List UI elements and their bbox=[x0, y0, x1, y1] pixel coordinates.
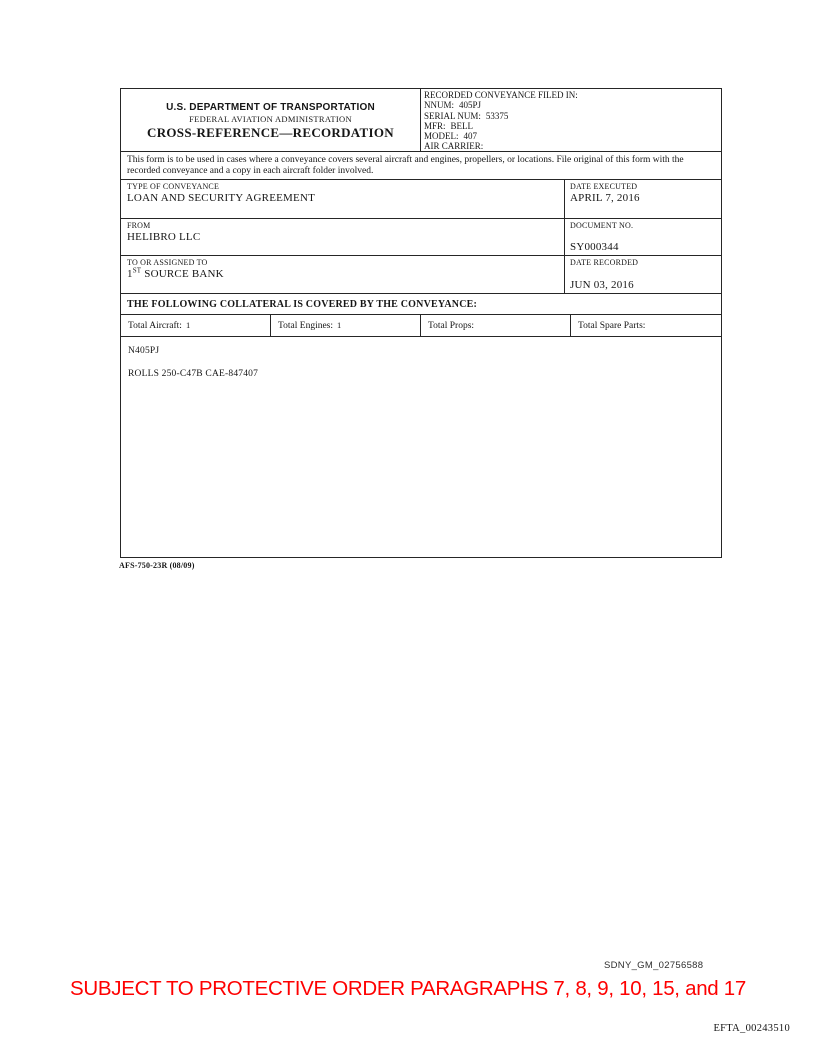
filed-in-model-label: MODEL: bbox=[424, 131, 459, 142]
filed-in-mfr bbox=[424, 121, 721, 131]
protective-order-stamp: SUBJECT TO PROTECTIVE ORDER PARAGRAPHS 7, 8, 9, 10, 15, and 17 bbox=[70, 977, 746, 1000]
agency-name: U.S. DEPARTMENT OF TRANSPORTATION bbox=[166, 102, 375, 113]
total-props-cell bbox=[421, 315, 571, 336]
total-aircraft-label: Total Aircraft: bbox=[128, 320, 182, 331]
filed-in-serial bbox=[424, 111, 721, 121]
row-to-or-assigned-to bbox=[121, 256, 721, 294]
bates-number-sdny: SDNY_GM_02756588 bbox=[604, 960, 704, 971]
date-recorded-cell bbox=[564, 256, 721, 293]
row-from bbox=[121, 219, 721, 256]
recorded-conveyance-filed-in-box bbox=[421, 89, 721, 151]
from-value: HELIBRO LLC bbox=[127, 231, 201, 243]
from-label: FROM bbox=[127, 221, 151, 230]
filed-in-nnum bbox=[424, 100, 721, 110]
document-no-cell bbox=[564, 219, 721, 255]
total-engines-cell bbox=[271, 315, 421, 336]
total-spare-parts-cell bbox=[571, 315, 721, 336]
to-value-rest: SOURCE BANK bbox=[144, 268, 224, 280]
filed-in-mfr-value: BELL bbox=[450, 120, 474, 131]
filed-in-serial-label: SERIAL NUM: bbox=[424, 110, 481, 121]
type-of-conveyance-value: LOAN AND SECURITY AGREEMENT bbox=[127, 192, 316, 204]
filed-in-model-value: 407 bbox=[463, 131, 477, 142]
to-or-assigned-value bbox=[127, 268, 564, 280]
form-header-row bbox=[121, 89, 721, 152]
total-aircraft-value: 1 bbox=[185, 319, 191, 330]
total-engines-label: Total Engines: bbox=[278, 320, 334, 331]
agency-subname: FEDERAL AVIATION ADMINISTRATION bbox=[189, 114, 352, 124]
row-type-of-conveyance bbox=[121, 180, 721, 219]
filed-in-model bbox=[424, 131, 721, 141]
date-recorded-label: DATE RECORDED bbox=[570, 258, 639, 267]
collateral-item-engine: ROLLS 250-C47B CAE-847407 bbox=[128, 369, 259, 379]
to-or-assigned-label: TO OR ASSIGNED TO bbox=[127, 258, 208, 267]
total-aircraft-cell bbox=[121, 315, 271, 336]
filed-in-nnum-value: 405PJ bbox=[459, 100, 482, 111]
document-no-label: DOCUMENT NO. bbox=[570, 221, 634, 230]
date-executed-label: DATE EXECUTED bbox=[570, 182, 638, 191]
collateral-item-registration: N405PJ bbox=[128, 346, 160, 356]
filed-in-air-carrier-label: AIR CARRIER: bbox=[424, 141, 484, 152]
filed-in-serial-value: 53375 bbox=[485, 110, 509, 121]
document-no-value: SY000344 bbox=[570, 241, 619, 253]
from-cell bbox=[121, 219, 564, 255]
agency-header bbox=[121, 89, 421, 151]
date-recorded-value: JUN 03, 2016 bbox=[570, 279, 634, 291]
collateral-body bbox=[121, 337, 721, 557]
form-number: AFS-750-23R (08/09) bbox=[119, 561, 195, 570]
date-executed-value: APRIL 7, 2016 bbox=[570, 192, 640, 204]
bates-number-efta: EFTA_00243510 bbox=[713, 1023, 790, 1034]
form-title: CROSS-REFERENCE—RECORDATION bbox=[147, 125, 394, 140]
total-engines-value: 1 bbox=[337, 319, 342, 330]
type-of-conveyance-cell bbox=[121, 180, 564, 218]
collateral-heading: THE FOLLOWING COLLATERAL IS COVERED BY THE CONVEYANCE: bbox=[121, 294, 721, 315]
to-value-base: 1 bbox=[127, 268, 133, 280]
filed-in-air-carrier bbox=[424, 141, 721, 151]
cross-reference-recordation-form bbox=[120, 88, 722, 558]
filed-in-title: RECORDED CONVEYANCE FILED IN: bbox=[424, 90, 578, 100]
to-value-ordinal: ST bbox=[132, 266, 142, 275]
total-props-label: Total Props: bbox=[428, 320, 475, 331]
filed-in-mfr-label: MFR: bbox=[424, 120, 446, 131]
collateral-totals-row bbox=[121, 315, 721, 337]
date-executed-cell bbox=[564, 180, 721, 218]
to-or-assigned-cell bbox=[121, 256, 564, 293]
form-instructions: This form is to be used in cases where a conveyance covers several aircraft and engines, propellers, or locations. File original of this form with the recorded conveyance and a copy in each aircraft folder involved. bbox=[121, 152, 721, 180]
type-of-conveyance-label: TYPE OF CONVEYANCE bbox=[127, 182, 220, 191]
filed-in-nnum-label: NNUM: bbox=[424, 100, 455, 111]
total-spare-parts-label: Total Spare Parts: bbox=[578, 320, 646, 331]
